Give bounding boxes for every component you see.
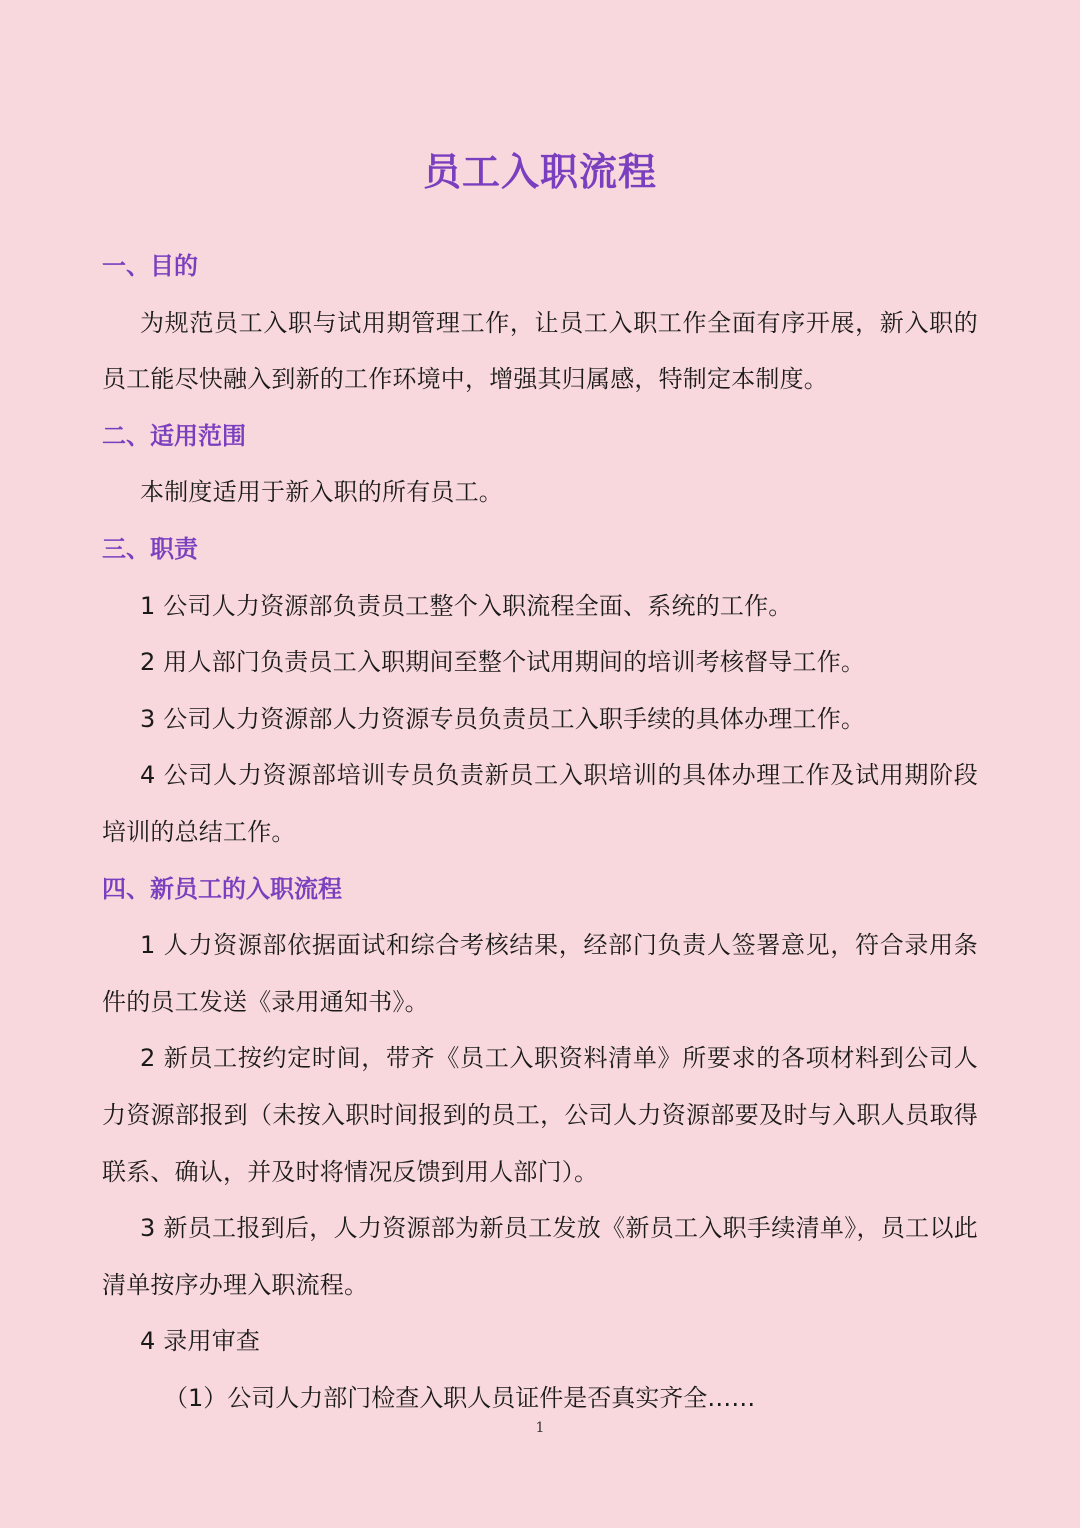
process-item: 4 录用审查 [140,1327,261,1356]
document-title: 员工入职流程 [422,150,657,194]
scope-paragraph: 本制度适用于新入职的所有员工。 [140,478,503,507]
process-item: 2 新员工按约定时间，带齐《员工入职资料清单》所要求的各项材料到公司人力资源部报到（未按入职时间报到的员工，公司人力资源部要及时与入职人员取得联系、确认，并及时将情况反馈到用人部门）。 [102,1044,978,1186]
section-heading-responsibilities: 三、职责 [102,534,198,563]
purpose-paragraph: 为规范员工入职与试用期管理工作，让员工入职工作全面有序开展，新入职的员工能尽快融入到新的工作环境中，增强其归属感，特制定本制度。 [102,308,978,394]
process-item: 1 人力资源部依据面试和综合考核结果，经部门负责人签署意见，符合录用条件的员工发送《录用通知书》。 [102,931,978,1016]
page-number: 1 [535,1420,545,1436]
document-body [102,238,978,1426]
process-sub-item: （1）公司人力部门检查入职人员证件是否真实齐全…… [164,1383,756,1412]
process-item: 3 新员工报到后，人力资源部为新员工发放《新员工入职手续清单》，员工以此清单按序办理入职流程。 [102,1214,978,1299]
responsibility-item: 4 公司人力资源部培训专员负责新员工入职培训的具体办理工作及试用期阶段培训的总结工作。 [102,761,978,846]
section-heading-scope: 二、适用范围 [102,421,246,450]
responsibility-item: 3 公司人力资源部人力资源专员负责员工入职手续的具体办理工作。 [140,704,866,733]
section-heading-process: 四、新员工的入职流程 [102,874,342,903]
section-heading-purpose: 一、目的 [102,252,198,280]
responsibility-item: 2 用人部门负责员工入职期间至整个试用期间的培训考核督导工作。 [140,648,866,677]
responsibility-item: 1 公司人力资源部负责员工整个入职流程全面、系统的工作。 [140,591,793,620]
